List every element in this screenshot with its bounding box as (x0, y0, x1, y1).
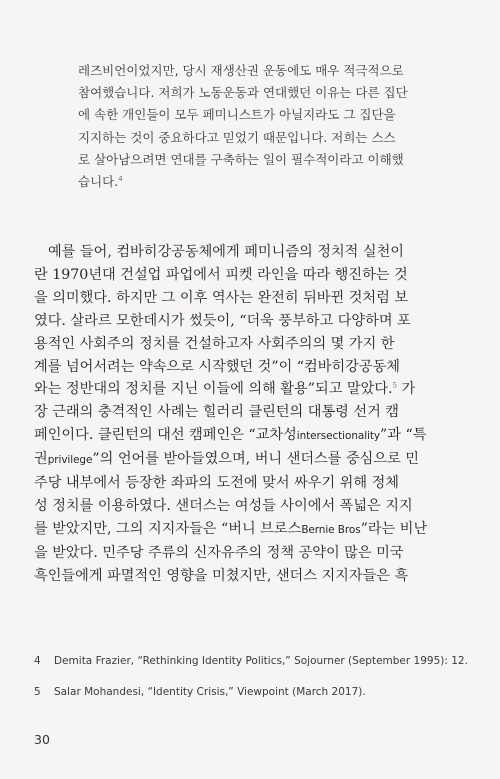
footnote-number: 4 (34, 655, 41, 667)
body-line: 주당 내부에서 등장한 좌파의 도전에 맞서 싸우기 위해 정체 (34, 475, 400, 492)
body-line: 란 1970년대 건설업 파업에서 피켓 라인을 따라 행진하는 것 (34, 266, 408, 283)
body-line: 을 의미했다. 하지만 그 이후 역사는 완전히 뒤바뀐 것처럼 보 (34, 289, 409, 306)
body-text: 를 받았지만, 그의 지지자들은 “버니 브로스 (34, 520, 302, 537)
body-text: 권 (34, 451, 48, 468)
english-gloss: Bernie Bros (301, 523, 361, 536)
body-text: ”라는 비난 (360, 520, 428, 537)
body-line (34, 378, 474, 401)
footnote-text: Demita Frazier, “Rethinking Identity Politics,” Sojourner (September 1995): 12. (54, 655, 468, 667)
footnote (34, 686, 474, 698)
body-line: 용적인 사회주의 정치를 건설하고자 사회주의의 몇 가지 한 (34, 335, 395, 352)
quote-line: 레즈비언이었지만, 당시 재생산권 운동에도 매우 적극적으로 (78, 63, 404, 78)
body-text: ”과 “특 (379, 427, 427, 444)
body-paragraph (34, 241, 474, 588)
body-text: 페인이다. 클린턴의 대선 캠페인은 “교차성 (34, 427, 297, 444)
quote-line: 지지하는 것이 중요하다고 믿었기 때문입니다. 저희는 스스 (78, 129, 396, 145)
english-gloss: intersectionality (296, 430, 380, 443)
body-line: 흑인들에게 파멸적인 영향을 미쳤지만, 샌더스 지지자들은 흑 (34, 567, 409, 584)
body-line (34, 424, 474, 448)
body-text: ”의 언어를 받아들였으며, 버니 샌더스를 중심으로 민 (92, 451, 419, 468)
footnote-marker: 5 (392, 381, 398, 390)
footnote (34, 655, 474, 667)
quote-line: 로 살아남으려면 연대를 구축하는 일이 필수적이라고 이해했 (78, 151, 404, 167)
body-line: 계를 넘어서려는 약속으로 시작했던 것”이 “컴바히강공동체 (34, 358, 400, 375)
footnote-marker: 4 (118, 174, 123, 183)
footnotes (34, 655, 474, 717)
block-quote (78, 60, 428, 193)
body-line (34, 518, 474, 542)
quote-last-line: 습니다. (78, 174, 119, 190)
quote-line (78, 171, 428, 193)
body-line: 였다. 살라르 모한데시가 썼듯이, “더욱 풍부하고 다양하며 포 (34, 312, 411, 329)
quote-line: 참여했습니다. 저희가 노동운동과 연대했던 이유는 다른 집단 (78, 85, 408, 101)
english-gloss: privilege (47, 454, 93, 467)
page-number: 30 (34, 732, 50, 747)
body-line (34, 448, 474, 472)
body-text: 가 (397, 381, 416, 398)
body-line: 예를 들어, 컴바히강공동체에게 페미니즘의 정치적 실천이 (48, 244, 404, 260)
body-line: 장 근래의 충격적인 사례는 힐러리 클린턴의 대통령 선거 캠 (34, 404, 400, 421)
quote-line: 에 속한 개인들이 모두 페미니스트가 아닐지라도 그 집단을 (78, 107, 396, 123)
body-line: 성 정치를 이용하였다. 샌더스는 여성들 사이에서 폭넓은 지지 (34, 497, 413, 514)
footnote-text: Salar Mohandesi, “Identity Crisis,” Viewpoint (March 2017). (54, 686, 366, 698)
footnote-number: 5 (34, 686, 41, 698)
body-line: 을 받았다. 민주당 주류의 신자유주의 정책 공약이 많은 미국 (34, 544, 404, 561)
body-text: 와는 정반대의 정치를 지닌 이들에 의해 활용”되고 말았다. (34, 381, 393, 398)
